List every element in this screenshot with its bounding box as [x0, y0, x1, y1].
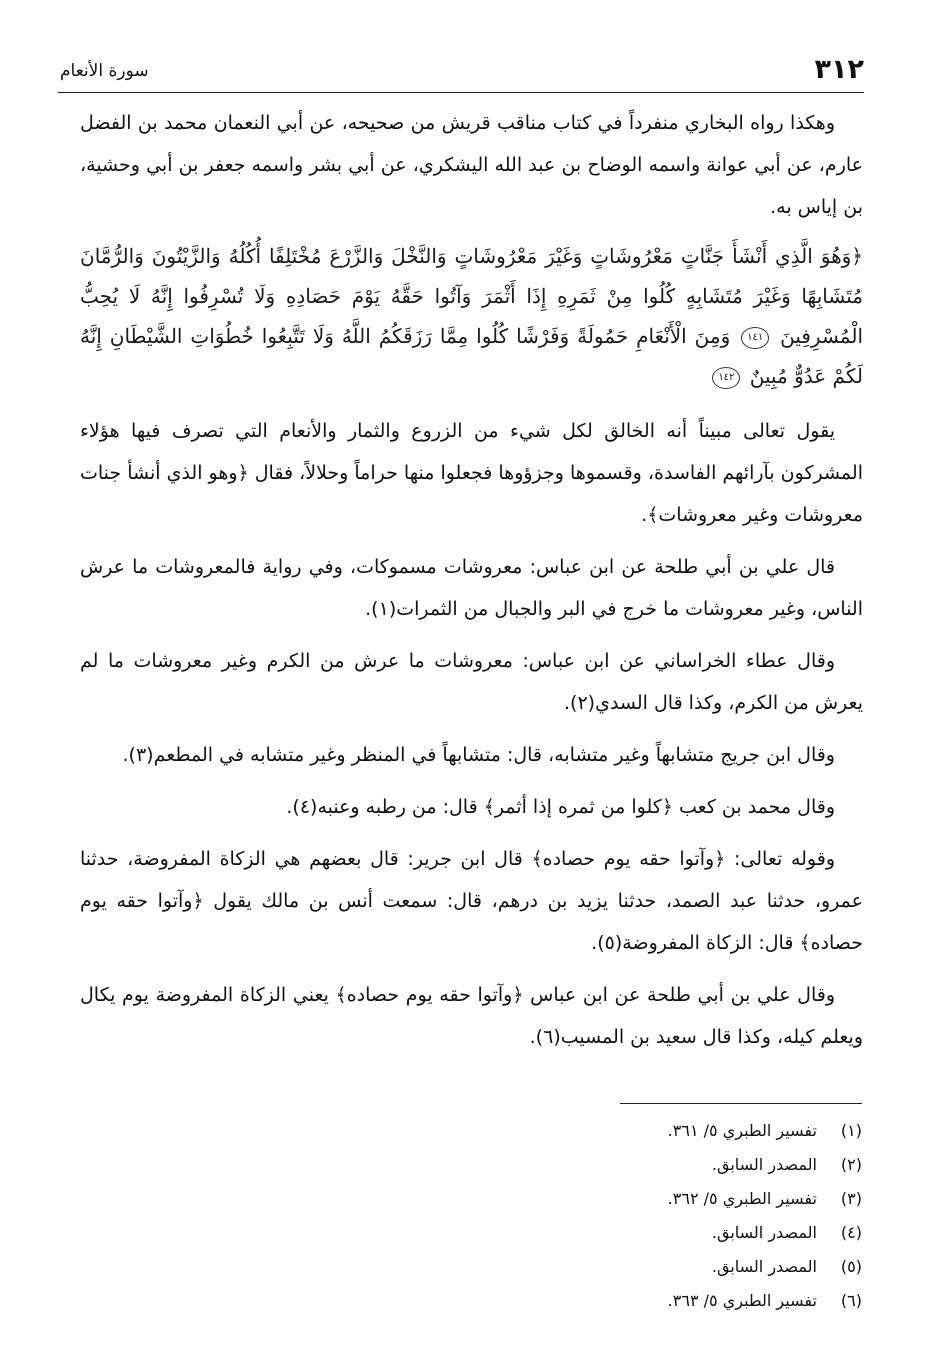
footnote-number: (١) — [840, 1121, 862, 1140]
footnotes — [420, 1114, 862, 1318]
paragraph-bukhari-chain: وهكذا رواه البخاري منفرداً في كتاب مناقب قريش من صحيحه، عن أبي النعمان محمد بن الفضل عارم، عن أبي عوانة واسمه الوضاح بن عبد الله اليشكري، عن أبي بشر واسمه جعفر بن أبي وحشية، بن إياس به. — [80, 112, 863, 218]
footnote-number: (٢) — [840, 1155, 862, 1174]
page-number: ٣١٢ — [814, 54, 864, 85]
paragraph-ibn-jurayj: وقال ابن جريج متشابهاً وغير متشابه، قال: متشابهاً في المنظر وغير متشابه في المطعم(٣). — [122, 744, 835, 766]
verse-number-marker: ١٤٢ — [712, 367, 740, 389]
footnote-item — [420, 1284, 862, 1318]
quran-verse-block — [80, 236, 863, 396]
paragraph-ibn-abbas-1: قال علي بن أبي طلحة عن ابن عباس: معروشات مسموكات، وفي رواية فالمعروشات ما عرش الناس، وغير معروشات ما خرج في البر والجبال من الثمرات(١). — [80, 556, 863, 620]
running-header — [58, 52, 864, 92]
footnote-divider — [620, 1103, 862, 1104]
footnote-text: تفسير الطبري ٥/ ٣٦١. — [667, 1121, 817, 1140]
footnote-number: (٤) — [840, 1223, 862, 1242]
footnote-text: المصدر السابق. — [711, 1223, 817, 1242]
paragraph-muhammad-ibn-kaab: وقال محمد بن كعب ﴿كلوا من ثمره إذا أثمر﴾ قال: من رطبه وعنبه(٤). — [286, 796, 835, 818]
footnote-number: (٦) — [840, 1291, 862, 1310]
footnote-item — [420, 1114, 862, 1148]
footnote-item — [420, 1182, 862, 1216]
footnote-item — [420, 1250, 862, 1284]
surah-title: سورة الأنعام — [60, 61, 149, 81]
footnote-text: تفسير الطبري ٥/ ٣٦٣. — [667, 1291, 817, 1310]
paragraph-ibn-abbas-2: وقال علي بن أبي طلحة عن ابن عباس ﴿وآتوا حقه يوم حصاده﴾ يعني الزكاة المفروضة يوم يكال ويعلم كيله، وكذا قال سعيد بن المسيب(٦). — [80, 984, 863, 1048]
paragraph-commentary-intro: يقول تعالى مبيناً أنه الخالق لكل شيء من الزروع والثمار والأنعام التي تصرف فيها هؤلاء المشركون بآرائهم الفاسدة، وقسموها وجزؤوها فجعلوا منها حراماً وحلالاً، فقال ﴿وهو الذي أنشأ جنات معروشات وغير معروشات﴾. — [80, 420, 863, 526]
footnote-number: (٥) — [840, 1257, 862, 1276]
main-text — [80, 102, 863, 1058]
verse-142-text: وَمِنَ الْأَنْعَامِ حَمُولَةً وَفَرْشًا كُلُوا مِمَّا رَزَقَكُمُ اللَّهُ وَلَا تَتَّبِعُوا خُطُوَاتِ الشَّيْطَانِ إِنَّهُ لَكُمْ عَدُوٌّ مُبِينٌ — [80, 324, 863, 388]
footnote-text: المصدر السابق. — [711, 1155, 817, 1174]
footnote-text: المصدر السابق. — [711, 1257, 817, 1276]
footnote-text: تفسير الطبري ٥/ ٣٦٢. — [667, 1189, 817, 1208]
footnote-item — [420, 1216, 862, 1250]
verse-number-marker: ١٤١ — [741, 327, 769, 349]
verse-141-text: ﴿وَهُوَ الَّذِي أَنْشَأَ جَنَّاتٍ مَعْرُوشَاتٍ وَغَيْرَ مَعْرُوشَاتٍ وَالنَّخْلَ وَالزَّرْعَ مُخْتَلِفًا أُكُلُهُ وَالزَّيْتُونَ وَالرُّمَّانَ مُتَشَابِهًا وَغَيْرَ مُتَشَابِهٍ كُلُوا مِنْ ثَمَرِهِ إِذَا أَثْمَرَ وَآتُوا حَقَّهُ يَوْمَ حَصَادِهِ وَلَا تُسْرِفُوا إِنَّهُ لَا يُحِبُّ الْمُسْرِفِينَ — [80, 244, 864, 348]
footnote-item — [420, 1148, 862, 1182]
footnote-number: (٣) — [840, 1189, 862, 1208]
header-divider — [58, 92, 864, 93]
paragraph-ata: وقال عطاء الخراساني عن ابن عباس: معروشات ما عرش من الكرم وغير معروشات ما لم يعرش من الكرم، وكذا قال السدي(٢). — [80, 650, 863, 714]
paragraph-ibn-jarir: وقوله تعالى: ﴿وآتوا حقه يوم حصاده﴾ قال ابن جرير: قال بعضهم هي الزكاة المفروضة، حدثنا عمرو، حدثنا عبد الصمد، حدثنا يزيد بن درهم، قال: سمعت أنس بن مالك يقول ﴿وآتوا حقه يوم حصاده﴾ قال: الزكاة المفروضة(٥). — [80, 848, 863, 954]
